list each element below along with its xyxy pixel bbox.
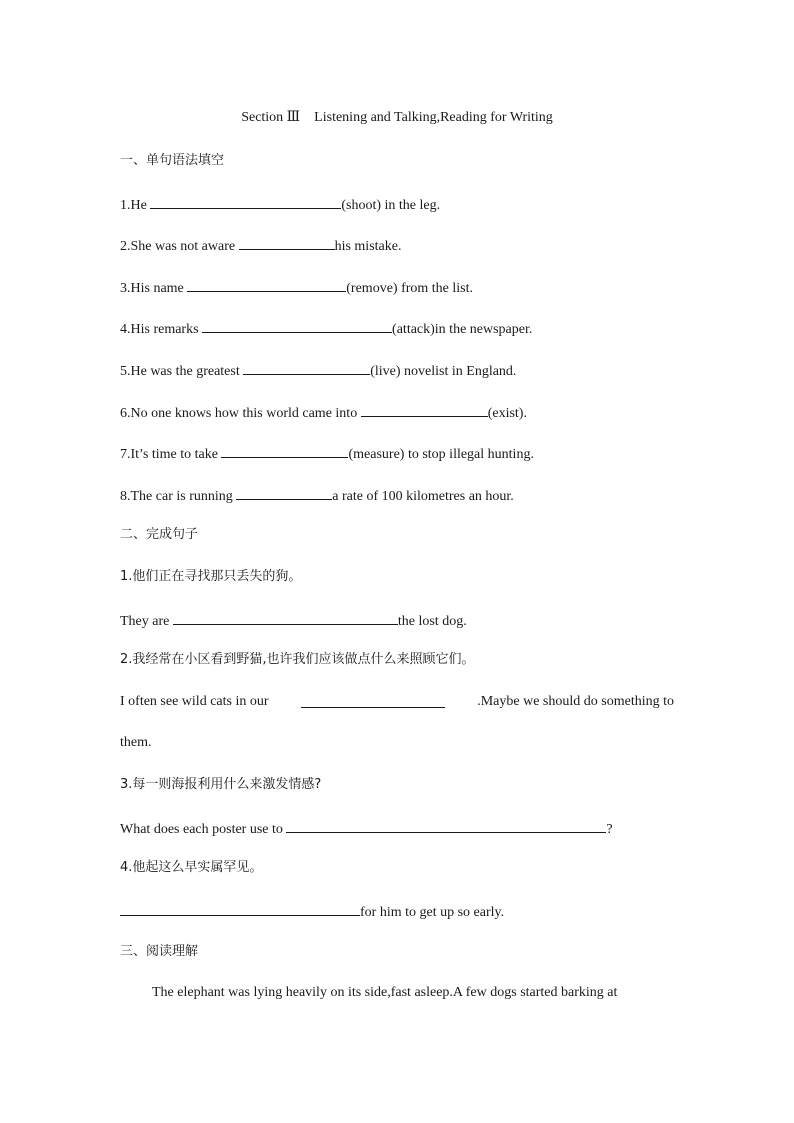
question-5 [120,360,516,381]
question-text: his mistake. [334,239,402,254]
sentence-1-chinese: 1.他们正在寻找那只丢失的狗。 [120,569,302,584]
answer-blank[interactable] [187,277,346,292]
question-number: 7. [120,447,131,462]
question-text: His remarks [130,322,203,337]
answer-blank[interactable] [221,443,348,458]
question-text: No one knows how this world came into [130,406,361,421]
sentence-text: I often see wild cats in our [120,694,269,709]
sentence-4-chinese: 4.他起这么早实属罕见。 [120,860,263,875]
question-text: (live) novelist in England. [370,364,517,379]
sentence-2-english [120,693,674,711]
question-number: 3. [120,281,131,296]
sentence-2-chinese: 2.我经常在小区看到野猫,也许我们应该做点什么来照顾它们。 [120,652,475,667]
question-number: 5. [120,364,131,379]
sentence-4-english [120,901,504,922]
answer-blank[interactable] [236,485,332,500]
sentence-text: ? [606,822,613,837]
sentence-2-continuation: them. [120,735,152,750]
answer-blank[interactable] [150,194,341,209]
question-number: 1. [120,198,131,213]
question-8 [120,485,514,506]
question-text: The car is running [130,489,237,504]
section-heading-complete-sentences: 二、完成句子 [120,527,199,542]
sentence-text: They are [120,614,173,629]
sentence-3-english [120,818,613,839]
question-2 [120,235,401,256]
question-text: a rate of 100 kilometres an hour. [332,489,514,504]
question-text: His name [130,281,188,296]
sentence-text: the lost dog. [397,614,467,629]
answer-blank[interactable] [202,318,392,333]
question-text: (attack)in the newspaper. [392,322,533,337]
question-number: 2. [120,239,131,254]
question-text: (shoot) in the leg. [341,198,441,213]
question-7 [120,443,534,464]
section-heading-reading: 三、阅读理解 [120,944,199,959]
question-1 [120,194,440,215]
answer-blank[interactable] [361,402,488,417]
question-4 [120,318,532,339]
question-number: 8. [120,489,131,504]
sentence-1-english [120,610,467,631]
answer-blank[interactable] [286,818,606,833]
answer-blank[interactable] [301,693,445,708]
question-number: 4. [120,322,131,337]
question-text: (exist). [487,406,527,421]
sentence-3-chinese: 3.每一则海报利用什么来激发情感? [120,777,322,792]
question-text: (remove) from the list. [346,281,474,296]
answer-blank[interactable] [120,901,360,916]
question-3 [120,277,473,298]
page-title: Section Ⅲ Listening and Talking,Reading for Writing [241,110,553,125]
question-text: She was not aware [130,239,239,254]
question-text: He was the greatest [130,364,244,379]
question-number: 6. [120,406,131,421]
reading-paragraph: The elephant was lying heavily on its side,fast asleep.A few dogs started barking at [152,985,618,1000]
sentence-text: What does each poster use to [120,822,287,837]
question-text: He [130,198,151,213]
question-text: It’s time to take [130,447,222,462]
answer-blank[interactable] [243,360,370,375]
answer-blank[interactable] [239,235,335,250]
question-text: (measure) to stop illegal hunting. [348,447,534,462]
sentence-text: for him to get up so early. [360,905,505,920]
question-6 [120,402,527,423]
sentence-text: .Maybe we should do something to [477,694,674,709]
section-heading-grammar: 一、单句语法填空 [120,153,225,168]
answer-blank[interactable] [173,610,398,625]
